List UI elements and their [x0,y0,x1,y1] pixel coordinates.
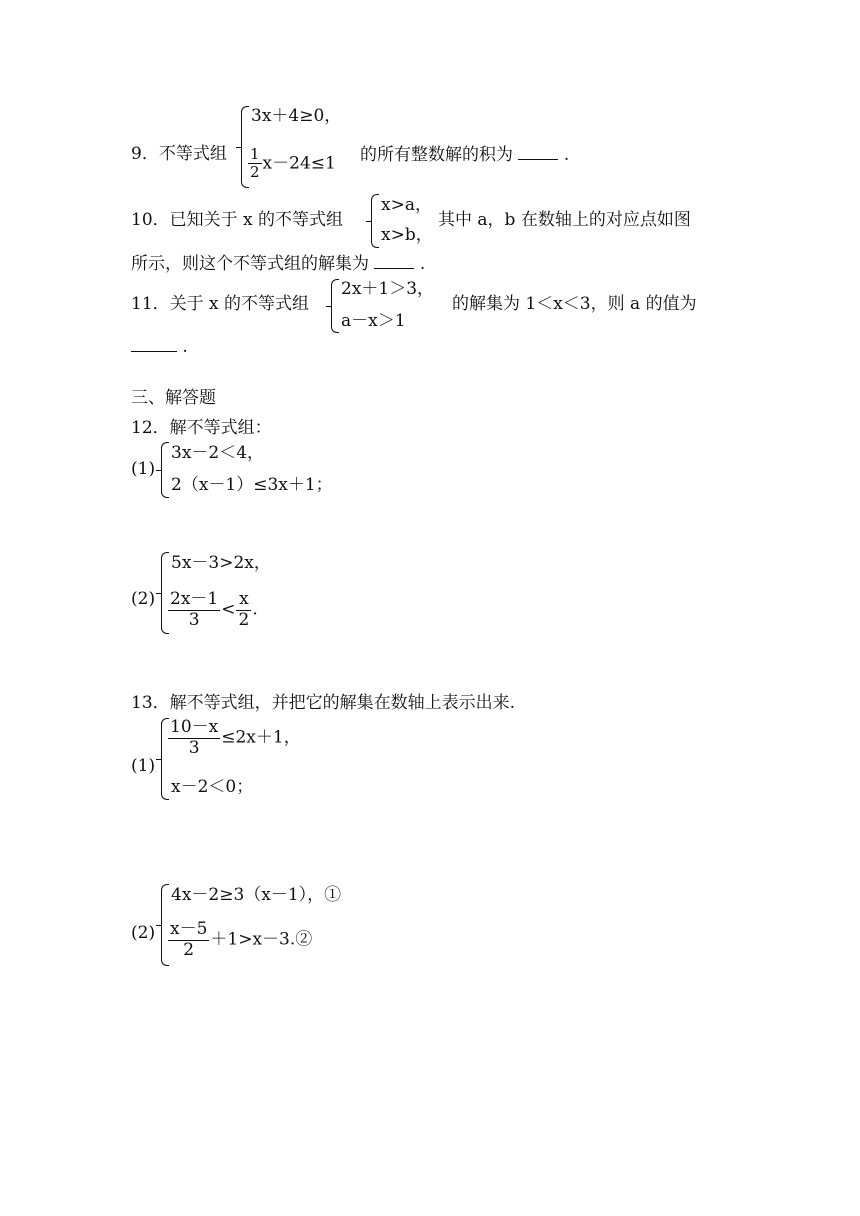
fraction [248,146,262,182]
q12-p1-line1: 3x－2＜4， [171,443,265,463]
fraction [168,590,220,630]
q13-p2-line2-rest: ＋1>x－3.② [210,929,313,950]
q11-system [331,277,441,335]
fraction [168,718,220,758]
q10-prefix: 10．已知关于 x 的不等式组 [131,210,344,230]
q13-p2-system [161,882,391,968]
operator: < [221,599,236,620]
q10-line2: x>b， [381,225,433,245]
q9-prefix: 9．不等式组 [131,144,227,164]
q11-line1: 2x＋1＞3， [341,279,435,299]
numerator: x－5 [170,919,208,939]
q9-line2 [247,146,336,182]
numerator: 2x－1 [170,589,219,609]
q13-p2-line1: 4x－2≥3（x－1），① [171,885,342,905]
q9-line1: 3x＋4≥0， [251,106,342,126]
q10-system [371,192,431,250]
fraction [168,920,209,960]
denominator: 3 [188,609,200,630]
q9-line2-rest: x－24≤1 [262,153,336,174]
answer-blank [374,254,414,269]
q9-system [241,104,353,190]
q12-p2-system [161,550,271,636]
section-title: 三、解答题 [131,388,216,408]
q11-line2: a－x＞1 [341,311,406,331]
q10-line-b-text: 所示，则这个不等式组的解集为 [131,254,369,274]
brace [161,442,169,498]
fraction [236,590,251,630]
q12-p2-label: (2) [131,589,156,609]
q13-p2-label: (2) [131,923,156,943]
q13-p1-line2: x－2＜0； [171,777,254,797]
q13-p1-line1-rest: ≤2x＋1， [221,727,301,748]
q12-p2-end: . [252,599,258,620]
q11-end: . [182,337,188,357]
q10-line-b [131,254,425,275]
numerator: 10－x [170,717,219,737]
q12-p2-line1: 5x－3>2x， [171,553,271,573]
q12-p1-label: (1) [131,459,156,479]
q11-prefix: 11．关于 x 的不等式组 [131,294,310,314]
q9-suffix: 的所有整数解的积为 [360,145,513,165]
denominator: 3 [188,737,200,758]
answer-blank [131,337,177,352]
q9-suffix-line [360,145,569,166]
q11-line-b [131,337,188,358]
q9-end: . [563,145,570,165]
q13-p1-system [161,716,321,802]
denominator: 2 [250,163,260,182]
q13-title: 13．解不等式组，并把它的解集在数轴上表示出来. [131,693,516,713]
q13-p2-line2 [167,920,312,960]
q10-line1: x>a， [381,195,432,215]
brace [371,194,379,248]
q13-p1-line1 [167,718,301,758]
q12-p1-line2: 2（x－1）≤3x＋1； [171,475,333,495]
q13-p1-label: (1) [131,756,156,776]
denominator: 2 [238,609,250,630]
q12-p1-system [161,440,351,500]
q10-end: . [419,254,426,274]
numerator: x [236,590,251,611]
q11-suffix: 的解集为 1＜x＜3，则 a 的值为 [452,294,697,314]
denominator: 2 [183,939,195,960]
answer-blank [518,145,558,160]
numerator: 1 [250,145,260,163]
q12-p2-line2 [167,590,258,630]
q12-title: 12．解不等式组： [131,418,272,438]
brace [331,279,339,333]
q10-suffix: 其中 a，b 在数轴上的对应点如图 [438,210,691,230]
